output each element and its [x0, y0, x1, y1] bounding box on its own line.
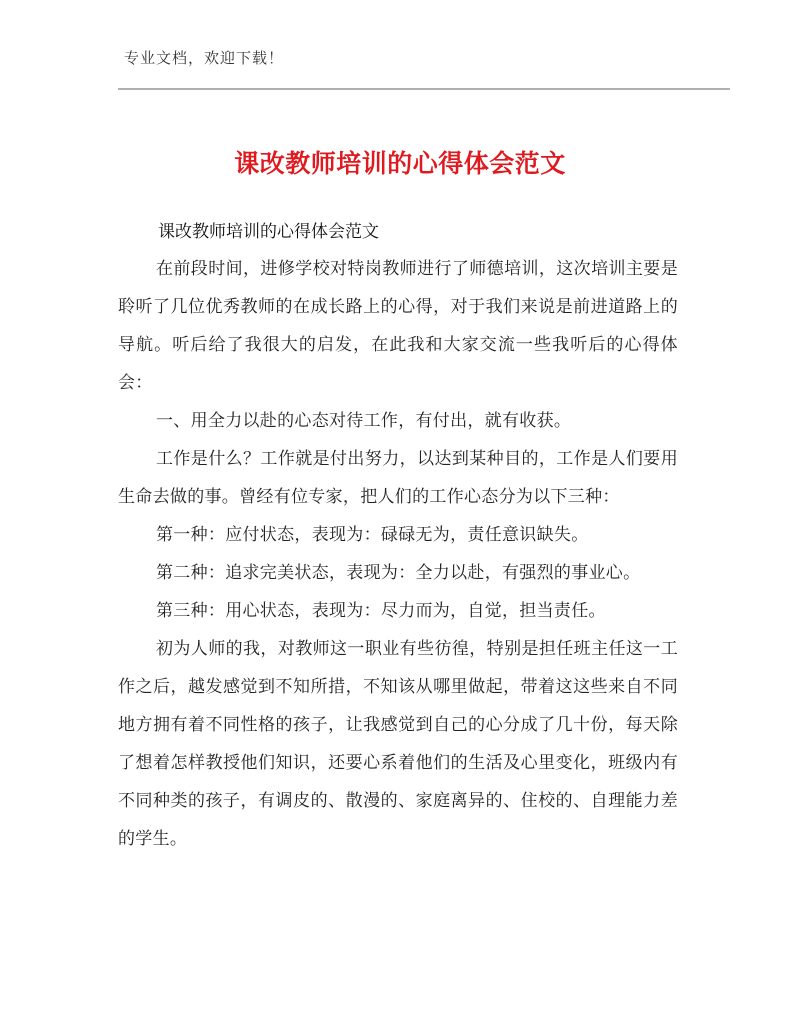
document-body: [118, 214, 678, 858]
paragraph-state-three: 第三种：用心状态，表现为：尽力而为，自觉，担当责任。: [156, 601, 606, 621]
paragraph-state-one: 第一种：应付状态，表现为：碌碌无为，责任意识缺失。: [156, 525, 589, 545]
header-text: 专业文档，欢迎下载！: [124, 49, 285, 67]
paragraph-intro: 在前段时间，进修学校对特岗教师进行了师德培训，这次培训主要是聆听了几位优秀教师的在成长路上的心得，对于我们来说是前进道路上的导航。听后给了我很大的启发，在此我和大家交流一些我听后的心得体会：: [118, 259, 678, 393]
paragraph-heading-one: 一、用全力以赴的心态对待工作，有付出，就有收获。: [156, 411, 572, 431]
paragraph-work-definition: 工作是什么？工作就是付出努力，以达到某种目的，工作是人们要用生命去做的事。曾经有位专家，把人们的工作心态分为以下三种：: [118, 449, 678, 507]
paragraph-new-teacher: 初为人师的我，对教师这一职业有些彷徨，特别是担任班主任这一工作之后，越发感觉到不知所措，不知该从哪里做起，带着这这些来自不同地方拥有着不同性格的孩子，让我感觉到自己的心分成了几十份，每天除了想着怎样教授他们知识，还要心系着他们的生活及心里变化，班级内有不同种类的孩子，有调皮的、散漫的、家庭离异的、住校的、自理能力差的学生。: [118, 639, 678, 849]
header-divider: [118, 88, 730, 90]
document-title: 课改教师培训的心得体会范文: [234, 149, 566, 178]
paragraph-state-two: 第二种：追求完美状态，表现为：全力以赴，有强烈的事业心。: [156, 563, 641, 583]
document-subtitle: 课改教师培训的心得体会范文: [158, 222, 379, 242]
